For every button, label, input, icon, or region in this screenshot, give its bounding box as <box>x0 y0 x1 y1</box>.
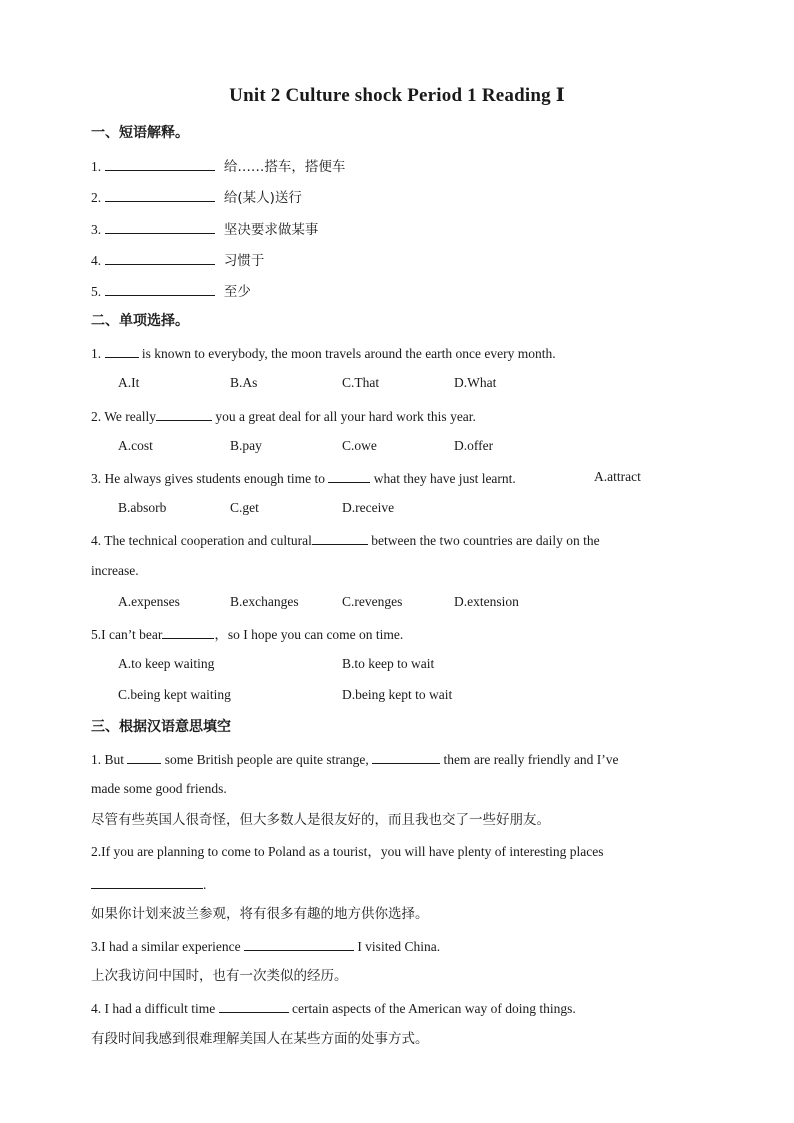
answer-blank[interactable] <box>105 281 215 296</box>
question-2-2 <box>91 406 476 426</box>
question-text: 4. I had a difficult time <box>91 1001 216 1016</box>
answer-blank[interactable] <box>91 874 203 889</box>
question-2-3 <box>91 468 516 488</box>
option-d[interactable]: D.What <box>454 375 497 390</box>
question-3-2-continued <box>91 874 206 894</box>
option-c[interactable]: C.That <box>342 375 380 390</box>
item-number: 4. <box>91 253 102 268</box>
section-heading-2: 二、单项选择。 <box>91 313 189 329</box>
question-text: you a great deal for all your hard work this year. <box>215 409 476 424</box>
phrase-item-4 <box>91 250 264 270</box>
item-number: 5. <box>91 284 102 299</box>
phrase-meaning: 给……搭车，搭便车 <box>223 159 346 175</box>
option-a[interactable]: A.to keep waiting <box>118 656 215 671</box>
option-d[interactable]: D.receive <box>342 500 395 515</box>
question-text: 4. The technical cooperation and cultural <box>91 533 312 548</box>
question-text: 1. <box>91 346 102 361</box>
question-text: some British people are quite strange, <box>164 752 369 767</box>
option-c[interactable]: C.revenges <box>342 594 403 609</box>
option-a[interactable]: A.attract <box>594 469 641 484</box>
option-d[interactable]: D.being kept to wait <box>342 687 453 702</box>
question-text: certain aspects of the American way of doing things. <box>291 1001 576 1016</box>
question-text: I visited China. <box>357 939 441 954</box>
question-3-2: 2.If you are planning to come to Poland as a tourist，you will have plenty of interesting places <box>91 844 604 859</box>
item-number: 3. <box>91 222 102 237</box>
question-text: what they have just learnt. <box>373 471 516 486</box>
question-3-1-continued: made some good friends. <box>91 781 227 796</box>
question-2-1 <box>91 343 556 363</box>
question-text: between the two countries are daily on the <box>371 533 600 548</box>
answer-blank[interactable] <box>105 219 215 234</box>
item-number: 2. <box>91 190 102 205</box>
question-text: 1. But <box>91 752 125 767</box>
phrase-item-3 <box>91 219 318 239</box>
chinese-translation: 有段时间我感到很难理解美国人在某些方面的处事方式。 <box>91 1031 429 1047</box>
option-d[interactable]: D.extension <box>454 594 519 609</box>
item-number: 1. <box>91 159 102 174</box>
chinese-translation: 如果你计划来波兰参观，将有很多有趣的地方供你选择。 <box>91 906 429 922</box>
option-a[interactable]: A.cost <box>118 438 153 453</box>
phrase-meaning: 坚决要求做某事 <box>223 222 319 238</box>
question-3-3 <box>91 936 440 956</box>
answer-blank[interactable] <box>156 406 212 421</box>
section-heading-3: 三、根据汉语意思填空 <box>91 719 231 735</box>
option-b[interactable]: B.to keep to wait <box>342 656 435 671</box>
answer-blank[interactable] <box>127 749 161 764</box>
answer-blank[interactable] <box>312 530 368 545</box>
phrase-meaning: 至少 <box>223 284 251 300</box>
answer-blank[interactable] <box>162 624 214 639</box>
answer-blank[interactable] <box>244 936 354 951</box>
question-3-4 <box>91 998 576 1018</box>
answer-blank[interactable] <box>105 187 215 202</box>
answer-blank[interactable] <box>219 998 289 1013</box>
question-text: . <box>203 877 207 892</box>
question-text: 3.I had a similar experience <box>91 939 241 954</box>
question-3-1 <box>91 749 619 769</box>
chinese-translation: 尽管有些英国人很奇怪，但大多数人是很友好的，而且我也交了一些好朋友。 <box>91 812 550 828</box>
question-text: ，so I hope you can come on time. <box>214 627 404 642</box>
option-c[interactable]: C.get <box>230 500 259 515</box>
answer-blank[interactable] <box>328 468 370 483</box>
option-b[interactable]: B.absorb <box>118 500 167 515</box>
section-heading-1: 一、短语解释。 <box>91 125 189 141</box>
option-a[interactable]: A.expenses <box>118 594 180 609</box>
chinese-translation: 上次我访问中国时，也有一次类似的经历。 <box>91 968 348 984</box>
option-d[interactable]: D.offer <box>454 438 494 453</box>
answer-blank[interactable] <box>105 156 215 171</box>
option-b[interactable]: B.As <box>230 375 258 390</box>
phrase-item-2 <box>91 187 302 207</box>
answer-blank[interactable] <box>372 749 440 764</box>
phrase-meaning: 习惯于 <box>223 253 265 269</box>
answer-blank[interactable] <box>105 250 215 265</box>
option-c[interactable]: C.being kept waiting <box>118 687 231 702</box>
question-2-4 <box>91 530 600 550</box>
phrase-item-5 <box>91 281 251 301</box>
option-c[interactable]: C.owe <box>342 438 377 453</box>
question-text: is known to everybody, the moon travels around the earth once every month. <box>141 346 556 361</box>
question-2-5 <box>91 624 403 644</box>
question-text: 3. He always gives students enough time to <box>91 471 325 486</box>
option-b[interactable]: B.exchanges <box>230 594 299 609</box>
option-b[interactable]: B.pay <box>230 438 262 453</box>
question-text: 2. We really <box>91 409 157 424</box>
phrase-meaning: 给(某人)送行 <box>223 190 302 206</box>
option-a[interactable]: A.It <box>118 375 140 390</box>
phrase-item-1 <box>91 156 345 176</box>
question-text: them are really friendly and I’ve <box>443 752 619 767</box>
question-2-4-continued: increase. <box>91 563 139 578</box>
answer-blank[interactable] <box>105 343 139 358</box>
question-text: 5.I can’t bear <box>91 627 163 642</box>
page-title: Unit 2 Culture shock Period 1 Reading Ⅰ <box>229 85 565 106</box>
